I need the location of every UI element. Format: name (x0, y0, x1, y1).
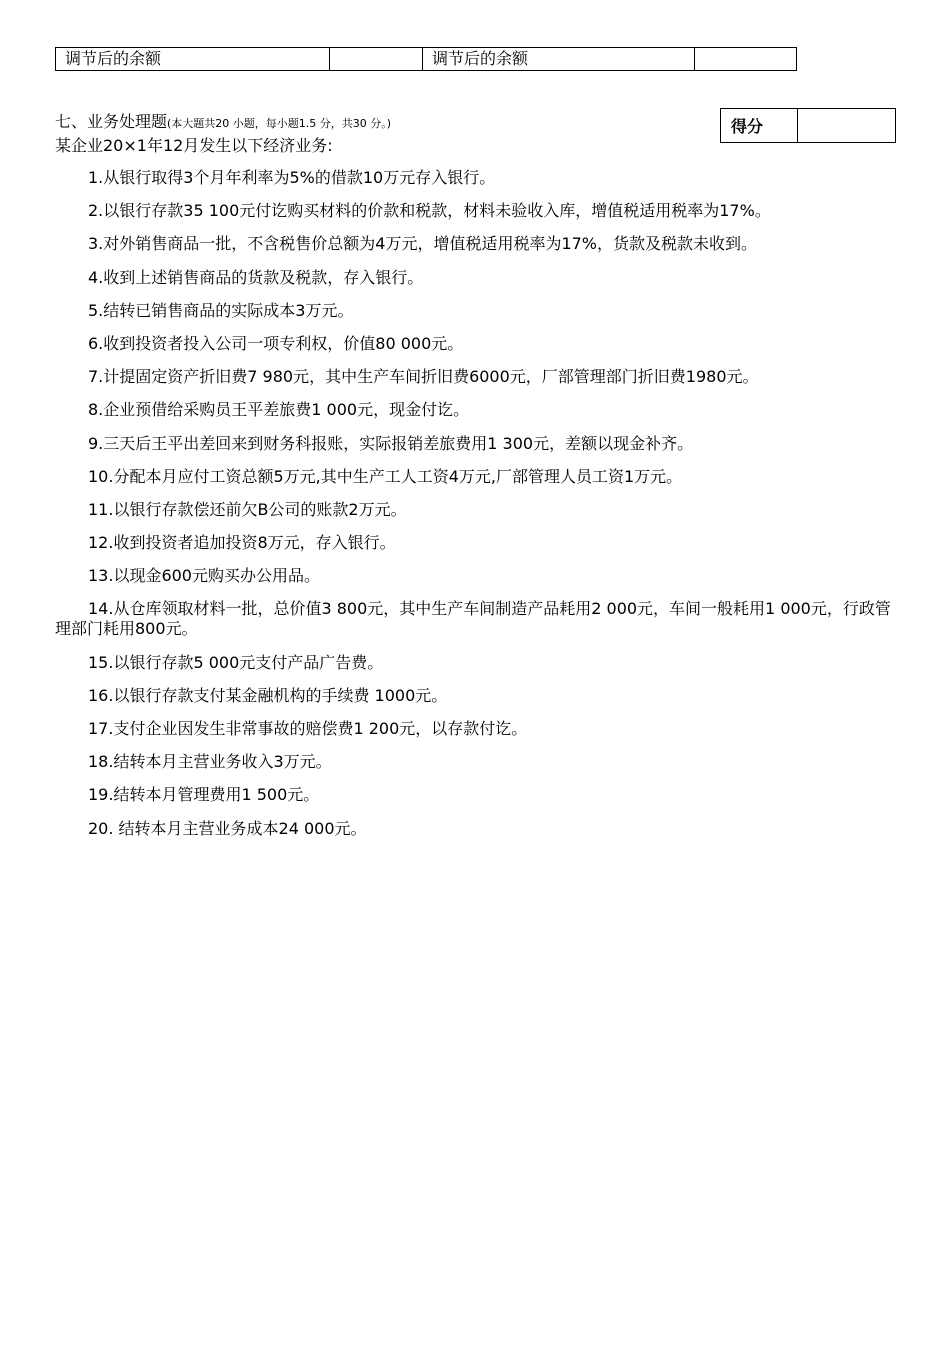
list-item: 4.收到上述销售商品的货款及税款，存入银行。 (88, 267, 424, 287)
list-item: 12.收到投资者追加投资8万元，存入银行。 (88, 533, 396, 553)
right-balance-label: 调节后的余额 (423, 48, 695, 71)
section-heading (55, 112, 391, 134)
reconciliation-table (55, 47, 797, 71)
list-item: 17.支付企业因发生非常事故的赔偿费1 200元，以存款付讫。 (88, 719, 528, 738)
list-item: 7.计提固定资产折旧费7 980元，其中生产车间折旧费6000元，厂部管理部门折旧费1980元。 (88, 367, 759, 387)
list-item: 3.对外销售商品一批，不含税售价总额为4万元，增值税适用税率为17%，货款及税款未收到。 (88, 234, 758, 254)
table-row (56, 48, 797, 71)
left-balance-label: 调节后的余额 (56, 48, 330, 71)
list-item: 11.以银行存款偿还前欠B公司的账款2万元。 (88, 499, 407, 519)
list-item: 9.三天后王平出差回来到财务科报账，实际报销差旅费用1 300元，差额以现金补齐。 (88, 433, 694, 453)
list-item: 13.以现金600元购买办公用品。 (88, 566, 320, 586)
list-item: 15.以银行存款5 000元支付产品广告费。 (88, 652, 384, 672)
list-item: 20. 结转本月主营业务成本24 000元。 (88, 818, 367, 838)
section-intro: 某企业20×1年12月发生以下经济业务: (55, 136, 333, 155)
list-item: 1.从银行取得3个月年利率为5%的借款10万元存入银行。 (88, 168, 496, 187)
score-value[interactable] (798, 109, 896, 143)
list-item: 19.结转本月管理费用1 500元。 (88, 785, 320, 805)
list-item: 18.结转本月主营业务收入3万元。 (88, 752, 332, 772)
list-item: 10.分配本月应付工资总额5万元,其中生产工人工资4万元,厂部管理人员工资1万元。 (88, 466, 683, 486)
score-label: 得分 (721, 109, 798, 143)
list-item: 8.企业预借给采购员王平差旅费1 000元，现金付讫。 (88, 400, 470, 420)
question-list (55, 168, 900, 852)
left-balance-value[interactable] (330, 48, 423, 71)
score-box (720, 108, 896, 143)
table-row (721, 109, 896, 143)
right-balance-value[interactable] (695, 48, 797, 71)
section-note: (本大题共20 小题，每小题1.5 分，共30 分。) (167, 117, 392, 130)
list-item: 2.以银行存款35 100元付讫购买材料的价款和税款，材料未验收入库，增值税适用税率为17%。 (88, 201, 771, 221)
list-item: 6.收到投资者投入公司一项专利权，价值80 000元。 (88, 333, 464, 353)
section-title: 七、业务处理题 (55, 112, 168, 131)
list-item: 5.结转已销售商品的实际成本3万元。 (88, 300, 354, 320)
list-item: 16.以银行存款支付某金融机构的手续费 1000元。 (88, 685, 448, 705)
list-item: 14.从仓库领取材料一批，总价值3 800元，其中生产车间制造产品耗用2 000元，车间一般耗用1 000元，行政管理部门耗用800元。 (55, 599, 891, 639)
